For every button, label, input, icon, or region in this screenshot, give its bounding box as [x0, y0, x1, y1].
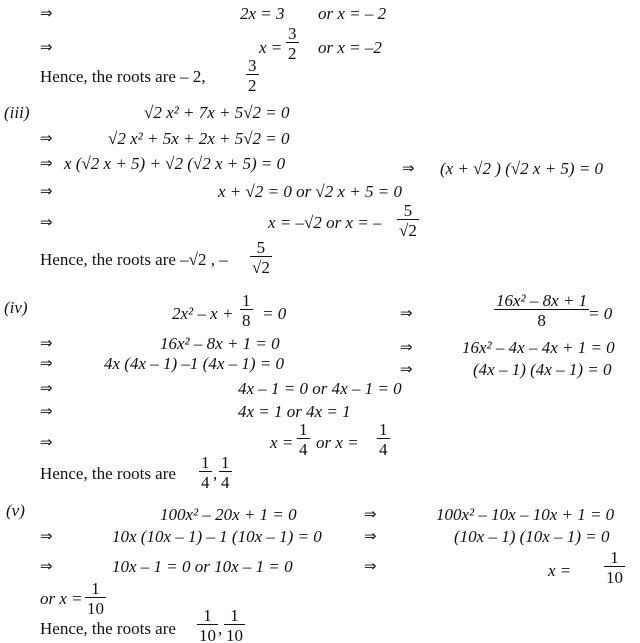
iii-conclusion: Hence, the roots are –√2 , – — [40, 250, 228, 269]
v-conclusion-fraction-2: $\frac{1}{10}$ — [226, 606, 243, 643]
iii-conclusion-fraction: $\frac{5}{√2}$ — [252, 238, 270, 277]
ii-line1-left: 2x = 3 — [240, 4, 285, 23]
implies-arrow: ⇒ — [40, 213, 53, 231]
implies-arrow: ⇒ — [400, 304, 413, 322]
ii-line2-left: x = — [259, 38, 283, 57]
iii-line4: x + √2 = 0 or √2 x + 5 = 0 — [218, 182, 403, 201]
implies-arrow: ⇒ — [40, 354, 53, 372]
iv-line5: 4x = 1 or 4x = 1 — [238, 402, 351, 421]
iv-line1-fraction: $\frac{1}{8}$ — [242, 291, 251, 330]
iv-line6-mid: or x = — [316, 433, 359, 452]
iv-line3-left: 4x (4x – 1) –1 (4x – 1) = 0 — [104, 354, 285, 373]
ii-conclusion-fraction: $\frac{3}{2}$ — [248, 56, 257, 95]
implies-arrow: ⇒ — [40, 4, 53, 22]
implies-arrow: ⇒ — [40, 334, 53, 352]
iv-line4: 4x – 1 = 0 or 4x – 1 = 0 — [238, 379, 402, 398]
iii-line5-fraction: $\frac{5}{√2}$ — [399, 201, 417, 240]
v-conclusion-fraction-1: $\frac{1}{10}$ — [199, 606, 216, 643]
implies-arrow: ⇒ — [364, 527, 377, 545]
v-line2-left: 10x (10x – 1) – 1 (10x – 1) = 0 — [112, 527, 322, 546]
ii-line2-right: or x = –2 — [318, 38, 382, 57]
iii-line3-right: (x + √2 ) (√2 x + 5) = 0 — [440, 159, 604, 178]
implies-arrow: ⇒ — [40, 527, 53, 545]
iv-line1-left: 2x² – x + — [172, 304, 234, 323]
implies-arrow: ⇒ — [40, 38, 53, 56]
label-iii: (iii) — [4, 103, 30, 122]
v-line4: or x = — [40, 589, 83, 608]
implies-arrow: ⇒ — [40, 129, 53, 147]
iv-conclusion-fraction-2: $\frac{1}{4}$ — [221, 453, 230, 492]
implies-arrow: ⇒ — [40, 154, 53, 172]
implies-arrow: ⇒ — [40, 433, 53, 451]
iii-line1: √2 x² + 7x + 5√2 = 0 — [144, 103, 290, 122]
v-line3-fraction: $\frac{1}{10}$ — [606, 548, 623, 587]
v-line1-left: 100x² – 20x + 1 = 0 — [160, 505, 297, 524]
iii-line5: x = –√2 or x = – — [268, 213, 382, 232]
implies-arrow: ⇒ — [40, 402, 53, 420]
v-line3-right: x = — [548, 561, 572, 580]
implies-arrow: ⇒ — [364, 557, 377, 575]
label-iv: (iv) — [4, 298, 28, 317]
ii-line1-right: or x = – 2 — [318, 4, 387, 23]
iv-conclusion: Hence, the roots are — [40, 464, 176, 483]
comma: , — [213, 464, 218, 483]
implies-arrow: ⇒ — [40, 182, 53, 200]
iv-conclusion-fraction-1: $\frac{1}{4}$ — [201, 453, 210, 492]
iv-line1-eq: = 0 — [262, 304, 287, 323]
iv-line2-right: 16x² – 4x – 4x + 1 = 0 — [462, 338, 615, 357]
implies-arrow: ⇒ — [402, 159, 415, 177]
iv-line6-left: x = — [270, 433, 294, 452]
implies-arrow: ⇒ — [400, 360, 413, 378]
comma: , — [218, 619, 223, 638]
iv-line1-right-eq: = 0 — [588, 304, 613, 323]
iii-line2: √2 x² + 5x + 2x + 5√2 = 0 — [108, 129, 290, 148]
v-line1-right: 100x² – 10x – 10x + 1 = 0 — [436, 505, 615, 524]
implies-arrow: ⇒ — [400, 338, 413, 356]
iv-line3-right: (4x – 1) (4x – 1) = 0 — [473, 360, 612, 379]
iv-line1-right-fraction: $\frac{\text{16x² – 8x + 1}}{8}$ — [496, 291, 588, 330]
iii-line3: x (√2 x + 5) + √2 (√2 x + 5) = 0 — [64, 154, 286, 173]
v-conclusion: Hence, the roots are — [40, 619, 176, 638]
implies-arrow: ⇒ — [40, 379, 53, 397]
iv-line2-left: 16x² – 8x + 1 = 0 — [160, 334, 280, 353]
iv-line6-fraction-2: $\frac{1}{4}$ — [379, 420, 388, 459]
v-line2-right: (10x – 1) (10x – 1) = 0 — [454, 527, 610, 546]
ii-line2-fraction: $\frac{3}{2}$ — [288, 24, 297, 63]
implies-arrow: ⇒ — [364, 505, 377, 523]
implies-arrow: ⇒ — [40, 557, 53, 575]
label-v: (v) — [6, 501, 25, 520]
ii-conclusion: Hence, the roots are – 2, — [40, 67, 206, 86]
iv-line6-fraction: $\frac{1}{4}$ — [299, 420, 308, 459]
v-line4-fraction: $\frac{1}{10}$ — [87, 579, 104, 618]
v-line3-left: 10x – 1 = 0 or 10x – 1 = 0 — [112, 557, 293, 576]
